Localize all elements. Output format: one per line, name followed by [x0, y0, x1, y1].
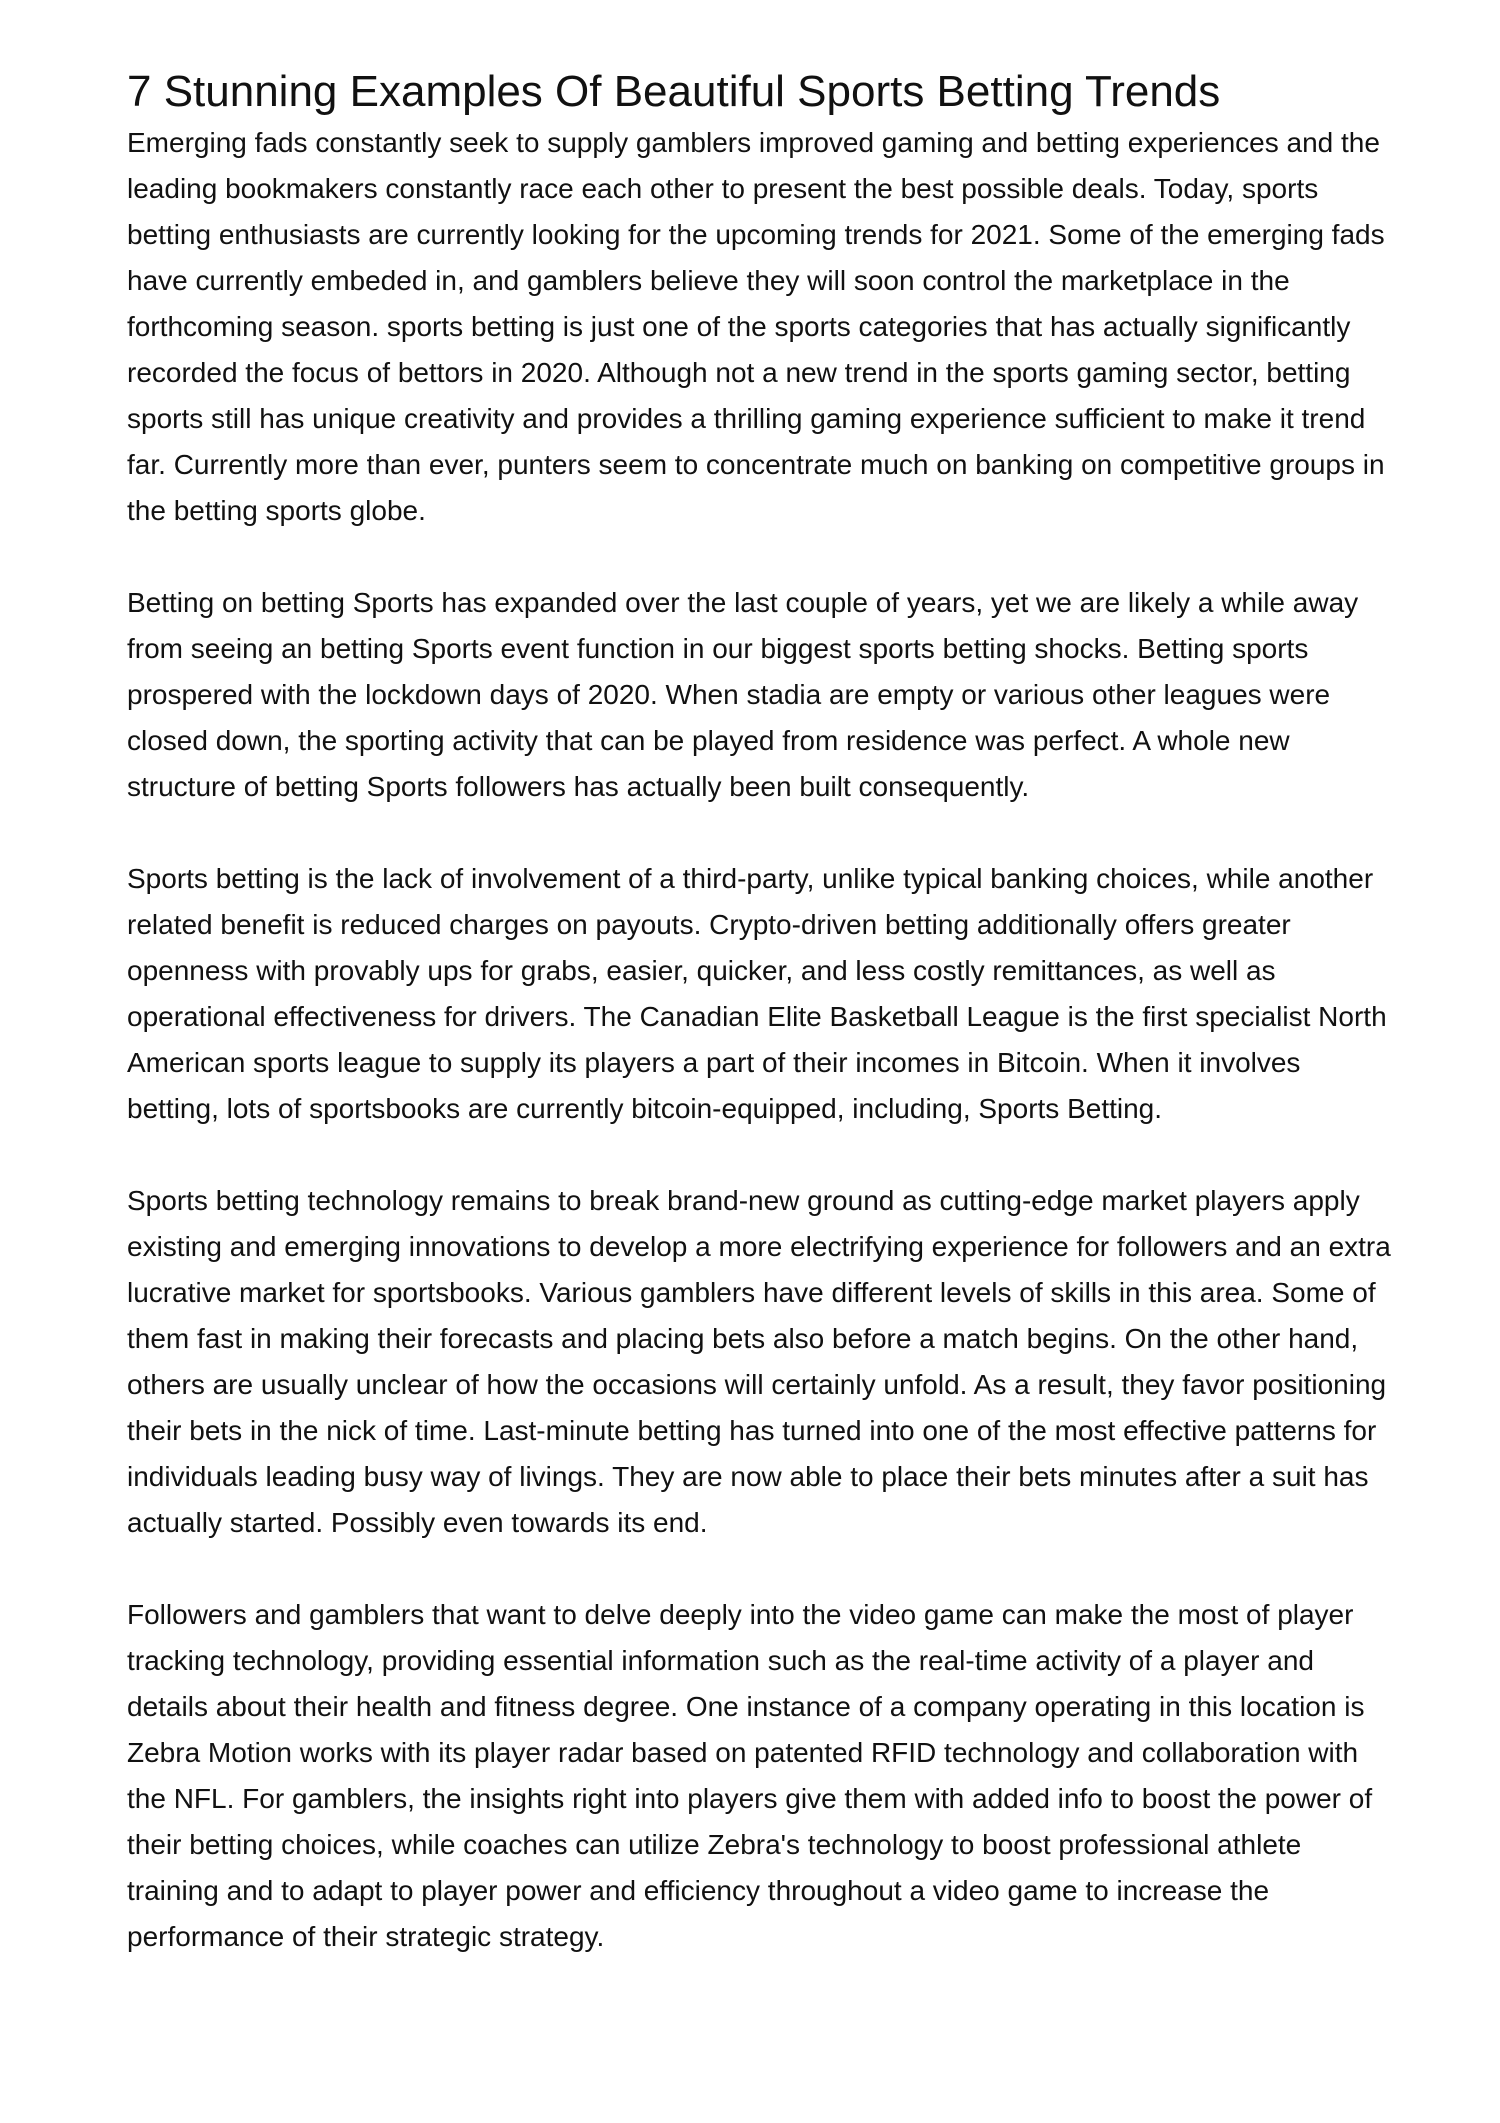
- document-title: 7 Stunning Examples Of Beautiful Sports Betting Trends: [127, 67, 1221, 116]
- paragraph-3: Sports betting is the lack of involvement of a third-party, unlike typical banking choices, while another related benefit is reduced charges on payouts. Crypto-driven betting additionally offers greater openness with provably ups for grabs, easier, quicker, and less costly remittances, as well as operational effectiveness for drivers. The Canadian Elite Basketball League is the first specialist North American sports league to supply its players a part of their incomes in Bitcoin. When it involves betting, lots of sportsbooks are currently bitcoin-equipped, including, Sports Betting.: [127, 863, 1387, 1124]
- document-page: [127, 64, 1397, 2006]
- paragraph-2: Betting on betting Sports has expanded over the last couple of years, yet we are likely a while away from seeing an betting Sports event function in our biggest sports betting shocks. Betting sports prospered with the lockdown days of 2020. When stadia are empty or various other leagues were closed down, the sporting activity that can be played from residence was perfect. A whole new structure of betting Sports followers has actually been built consequently.: [127, 587, 1359, 802]
- paragraph-1: Emerging fads constantly seek to supply gamblers improved gaming and betting experiences and the leading bookmakers constantly race each other to present the best possible deals. Today, sports betting enthusiasts are currently looking for the upcoming trends for 2021. Some of the emerging fads have currently embeded in, and gamblers believe they will soon control the marketplace in the forthcoming season. sports betting is just one of the sports categories that has actually significantly recorded the focus of bettors in 2020. Although not a new trend in the sports gaming sector, betting sports still has unique creativity and provides a thrilling gaming experience sufficient to make it trend far. Currently more than ever, punters seem to concentrate much on banking on competitive groups in the betting sports globe.: [127, 127, 1385, 526]
- paragraph-5: Followers and gamblers that want to delve deeply into the video game can make the most of player tracking technology, providing essential information such as the real-time activity of a player and details about their health and fitness degree. One instance of a company operating in this location is Zebra Motion works with its player radar based on patented RFID technology and collaboration with the NFL. For gamblers, the insights right into players give them with added info to boost the power of their betting choices, while coaches can utilize Zebra's technology to boost professional athlete training and to adapt to player power and efficiency throughout a video game to increase the performance of their strategic strategy.: [127, 1599, 1373, 1952]
- paragraph-4: Sports betting technology remains to break brand-new ground as cutting-edge market players apply existing and emerging innovations to develop a more electrifying experience for followers and an extra lucrative market for sportsbooks. Various gamblers have different levels of skills in this area. Some of them fast in making their forecasts and placing bets also before a match begins. On the other hand, others are usually unclear of how the occasions will certainly unfold. As a result, they favor positioning their bets in the nick of time. Last-minute betting has turned into one of the most effective patterns for individuals leading busy way of livings. They are now able to place their bets minutes after a suit has actually started. Possibly even towards its end.: [127, 1185, 1391, 1538]
